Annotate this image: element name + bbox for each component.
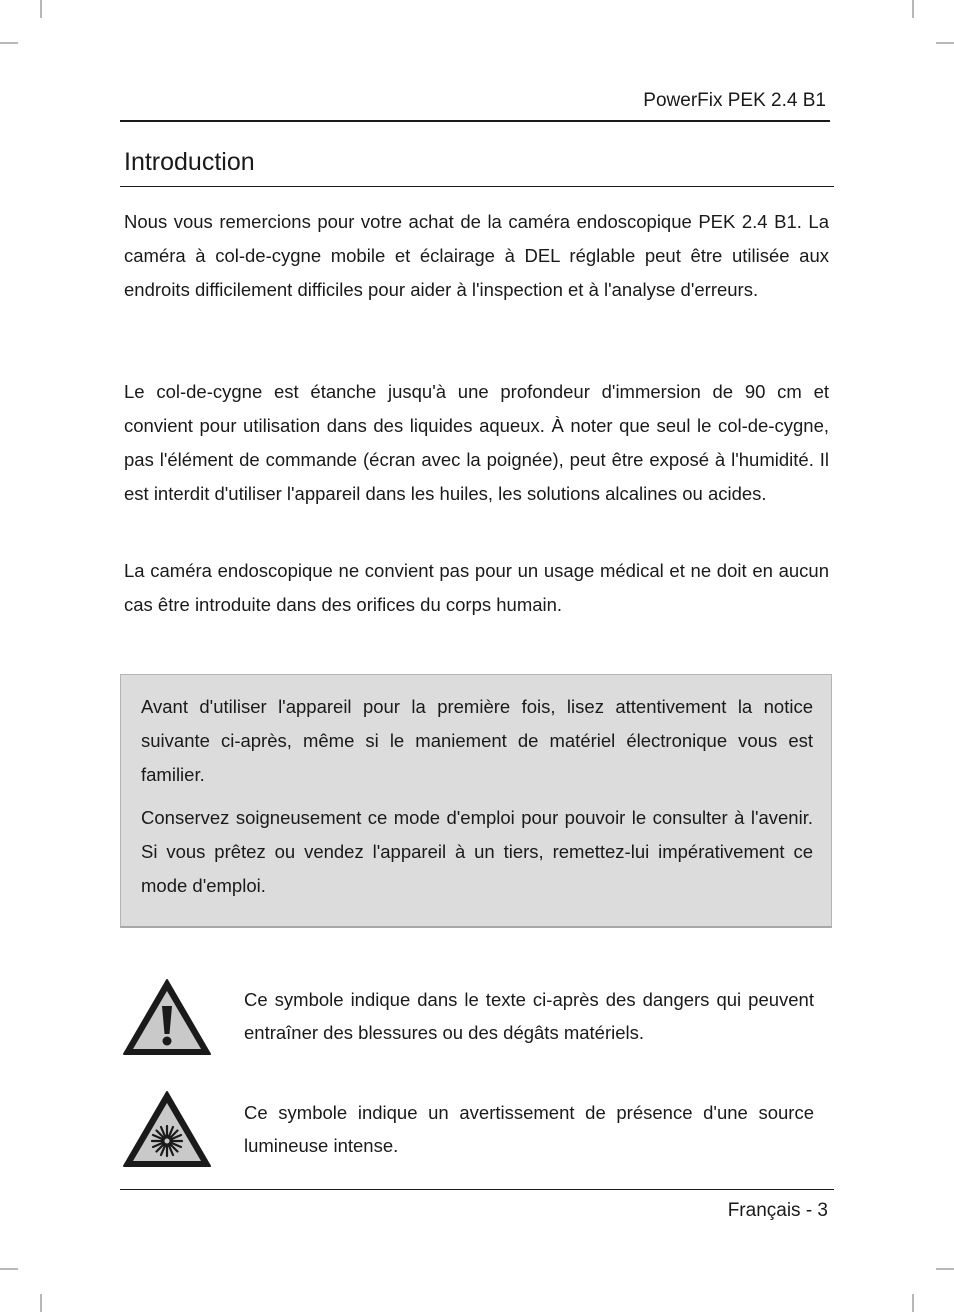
crop-mark: [912, 1294, 914, 1312]
light-source-warning-icon: [122, 1090, 212, 1168]
title-divider: [120, 186, 834, 187]
running-header: PowerFix PEK 2.4 B1: [643, 90, 826, 111]
header-divider: [120, 120, 830, 122]
intro-paragraph-2: Le col-de-cygne est étanche jusqu'à une profondeur d'immersion de 90 cm et convient pour utilisation dans des liquides aqueux. À noter que seul le col-de-cygne, pas l'élément de commande (écran avec la poignée), peut être exposé à l'humidité. Il est interdit d'utiliser l'appareil dans les huiles, les solutions alcalines ou acides.: [124, 381, 829, 504]
intro-paragraph-1: Nous vous remercions pour votre achat de la caméra endoscopique PEK 2.4 B1. La caméra à col-de-cygne mobile et éclairage à DEL réglable peut être utilisée aux endroits difficilement difficiles pour aider à l'inspection et à l'analyse d'erreurs.: [124, 211, 829, 300]
warning-triangle-icon: [122, 978, 212, 1056]
notice-paragraph-1: Avant d'utiliser l'appareil pour la première fois, lisez attentivement la notice suivante ci-après, même si le maniement de matériel électronique vous est familier.: [141, 696, 813, 785]
section-title: Introduction: [124, 148, 255, 176]
crop-mark: [0, 42, 18, 44]
page-number: Français - 3: [727, 1200, 828, 1221]
intro-paragraph-3: La caméra endoscopique ne convient pas pour un usage médical et ne doit en aucun cas être introduite dans des orifices du corps humain.: [124, 560, 829, 615]
footer-divider: [120, 1189, 834, 1190]
symbol-description: Ce symbole indique un avertissement de présence d'une source lumineuse intense.: [244, 1102, 814, 1156]
crop-mark: [40, 0, 42, 18]
symbol-description: Ce symbole indique dans le texte ci-après des dangers qui peuvent entraîner des blessures ou des dégâts matériels.: [244, 989, 814, 1043]
crop-mark: [936, 42, 954, 44]
crop-mark: [912, 0, 914, 18]
crop-mark: [936, 1268, 954, 1270]
notice-box: [120, 674, 832, 928]
crop-mark: [0, 1268, 18, 1270]
notice-paragraph-2: Conservez soigneusement ce mode d'emploi pour pouvoir le consulter à l'avenir. Si vous prêtez ou vendez l'appareil à un tiers, remettez-lui impérativement ce mode d'emploi.: [141, 807, 813, 896]
crop-mark: [40, 1294, 42, 1312]
